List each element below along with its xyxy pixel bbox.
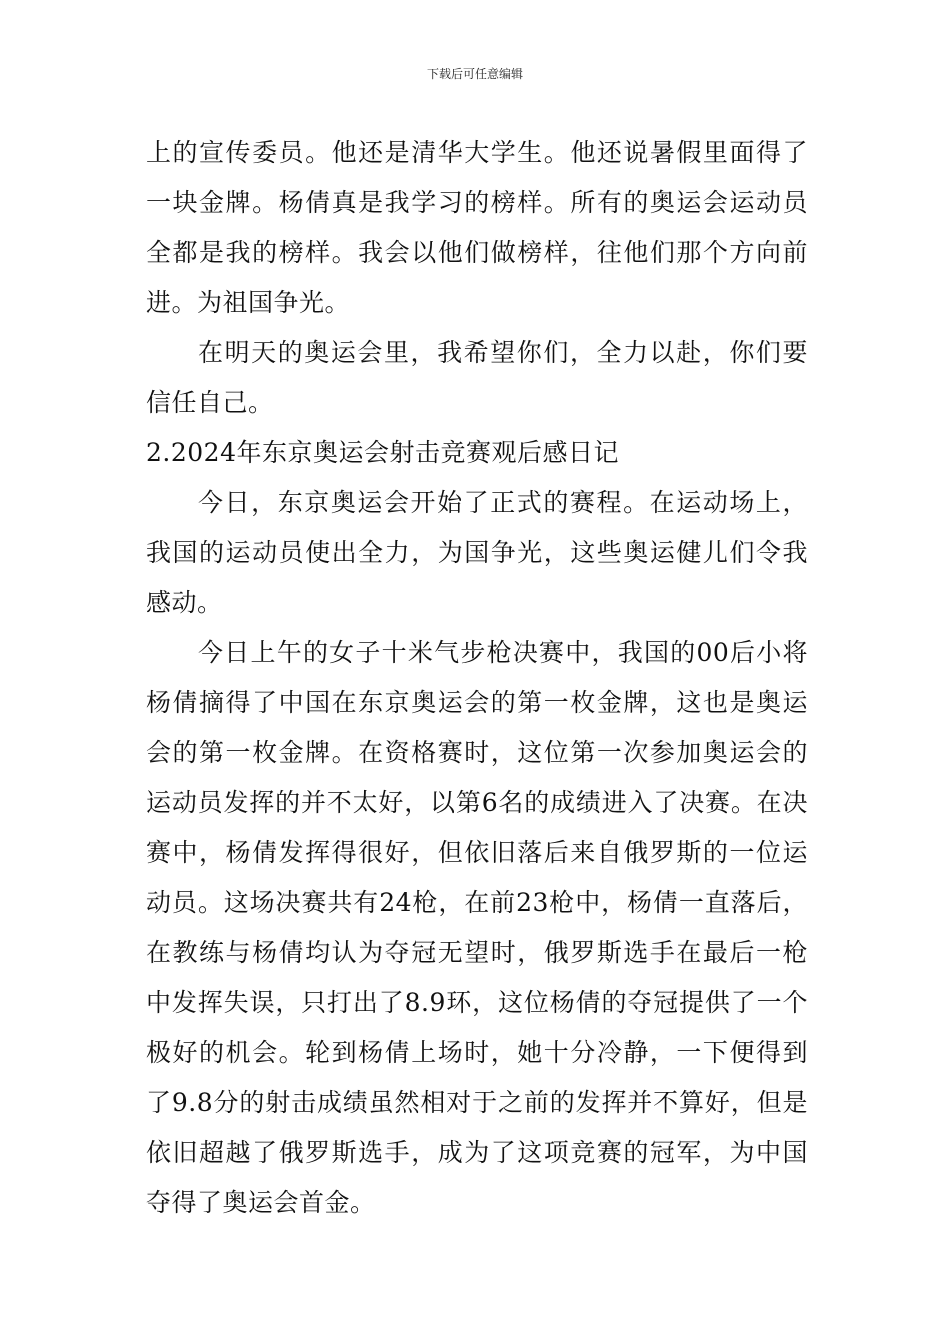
paragraph-final-description: 今日上午的女子十米气步枪决赛中，我国的00后小将杨倩摘得了中国在东京奥运会的第一枚金牌，这也是奥运会的第一枚金牌。在资格赛时，这位第一次参加奥运会的运动员发挥的并不太好，以第6名的成绩进入了决赛。在决赛中，杨倩发挥得很好，但依旧落后来自俄罗斯的一位运动员。这场决赛共有24枪，在前23枪中，杨倩一直落后，在教练与杨倩均认为夺冠无望时，俄罗斯选手在最后一枪中发挥失误，只打出了8.9环，这位杨倩的夺冠提供了一个极好的机会。轮到杨倩上场时，她十分冷静，一下便得到了9.8分的射击成绩虽然相对于之前的发挥并不算好，但是依旧超越了俄罗斯选手，成为了这项竞赛的冠军，为中国夺得了奥运会首金。 bbox=[146, 638, 808, 1217]
paragraph-intro: 今日，东京奥运会开始了正式的赛程。在运动场上，我国的运动员使出全力，为国争光，这些奥运健儿们令我感动。 bbox=[146, 488, 808, 617]
section-heading: 2.2024年东京奥运会射击竞赛观后感日记 bbox=[146, 438, 619, 467]
paragraph-wish: 在明天的奥运会里，我希望你们，全力以赴，你们要信任自己。 bbox=[146, 338, 808, 417]
header-note: 下载后可任意编辑 bbox=[426, 67, 523, 81]
document-body bbox=[146, 128, 808, 1228]
paragraph-continuation: 上的宣传委员。他还是清华大学生。他还说暑假里面得了一块金牌。杨倩真是我学习的榜样。所有的奥运会运动员全都是我的榜样。我会以他们做榜样，往他们那个方向前进。为祖国争光。 bbox=[146, 138, 808, 317]
